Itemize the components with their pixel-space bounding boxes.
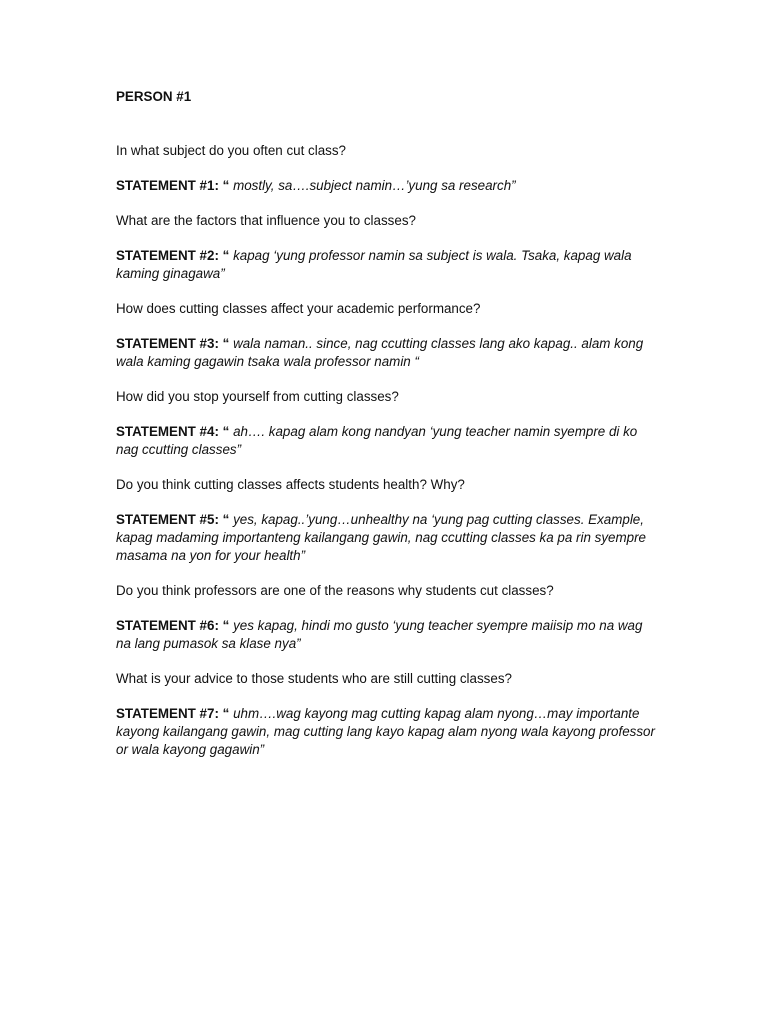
statement-6 [116, 617, 656, 653]
statement-answer: wala naman.. since, nag ccutting classes lang ako kapag.. alam kong wala kaming gagawin tsaka wala professor namin “ [116, 336, 644, 369]
question-2: What are the factors that influence you to classes? [116, 213, 416, 228]
statement-1 [116, 177, 656, 195]
question-6: Do you think professors are one of the reasons why students cut classes? [116, 583, 554, 598]
statement-4 [116, 423, 656, 459]
statement-7 [116, 705, 656, 759]
statement-answer: uhm….wag kayong mag cutting kapag alam nyong…may importante kayong kailangang gawin, mag cutting lang kayo kapag alam nyong wala kayong professor or wala kayong gagawin” [116, 706, 655, 757]
statement-label: STATEMENT #7: “ [116, 706, 230, 721]
statement-answer: mostly, sa….subject namin…’yung sa research” [229, 178, 516, 193]
statement-answer: yes kapag, hindi mo gusto ‘yung teacher syempre maiisip mo na wag na lang pumasok sa klase nya” [116, 618, 643, 651]
document-body [116, 88, 656, 776]
statement-label: STATEMENT #2: “ [116, 248, 230, 263]
statement-label: STATEMENT #4: “ [116, 424, 230, 439]
statement-label: STATEMENT #5: “ [116, 512, 230, 527]
question-3: How does cutting classes affect your academic performance? [116, 301, 481, 316]
statement-2 [116, 247, 656, 283]
statement-label: STATEMENT #6: “ [116, 618, 230, 633]
question-4: How did you stop yourself from cutting classes? [116, 389, 399, 404]
statement-3 [116, 335, 656, 371]
statement-answer: yes, kapag..’yung…unhealthy na ‘yung pag cutting classes. Example, kapag madaming importanteng kailangang gawin, nag ccutting classes ka pa rin syempre masama na yon for your health” [116, 512, 646, 563]
statement-label: STATEMENT #1: “ [116, 178, 230, 193]
statement-5 [116, 511, 656, 565]
statement-answer: kapag ‘yung professor namin sa subject is wala. Tsaka, kapag wala kaming ginagawa” [116, 248, 632, 281]
question-7: What is your advice to those students who are still cutting classes? [116, 671, 512, 686]
document-heading: PERSON #1 [116, 89, 192, 104]
statement-answer: ah…. kapag alam kong nandyan ‘yung teacher namin syempre di ko nag ccutting classes” [116, 424, 638, 457]
question-1: In what subject do you often cut class? [116, 143, 347, 158]
question-5: Do you think cutting classes affects students health? Why? [116, 477, 465, 492]
statement-label: STATEMENT #3: “ [116, 336, 230, 351]
